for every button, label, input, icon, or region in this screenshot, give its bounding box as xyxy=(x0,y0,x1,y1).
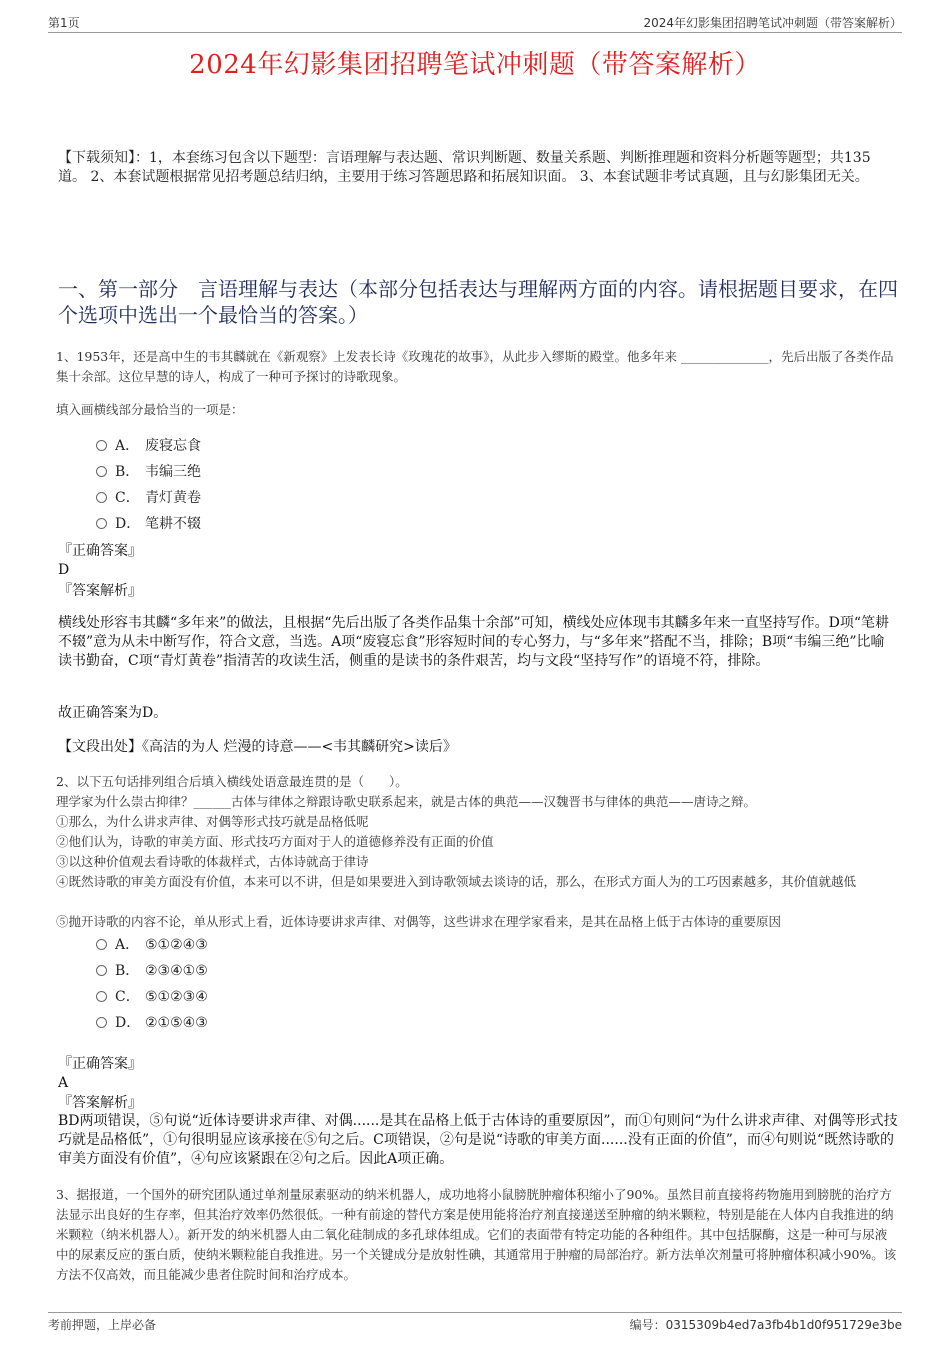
q1-answer-label: 『正确答案』 xyxy=(58,543,142,559)
q2-answer: A xyxy=(58,1075,69,1091)
radio-icon[interactable] xyxy=(96,518,107,529)
header-doc-title: 2024年幻影集团招聘笔试冲刺题（带答案解析） xyxy=(643,16,902,30)
q2-sentence-1: ①那么，为什么讲求声律、对偶等形式技巧就是品格低呢 xyxy=(56,814,369,829)
q1-source: 【文段出处】《高洁的为人 烂漫的诗意——<韦其麟研究>读后》 xyxy=(58,739,457,755)
radio-icon[interactable] xyxy=(96,466,107,477)
section-heading: 一、第一部分 言语理解与表达（本部分包括表达与理解两方面的内容。请根据题目要求，在四个选项中选出一个最恰当的答案。） xyxy=(58,277,898,327)
radio-icon[interactable] xyxy=(96,1017,107,1028)
footer-slogan: 考前押题，上岸必备 xyxy=(48,1318,157,1332)
q1-option-d[interactable]: D． 笔耕不辍 xyxy=(96,514,201,534)
q2-analysis-label: 『答案解析』 xyxy=(58,1095,142,1111)
q2-option-a[interactable]: A． ⑤①②④③ xyxy=(96,935,208,955)
q2-sentence-2: ②他们认为，诗歌的审美方面、形式技巧方面对于人的道德修养没有正面的价值 xyxy=(56,834,494,849)
q1-option-c[interactable]: C． 青灯黄卷 xyxy=(96,488,201,508)
footer-doc-id: 编号：0315309b4ed7a3fb4b1d0f951729e3be xyxy=(629,1318,902,1332)
q2-stem: 2、以下五句话排列组合后填入横线处语意最连贯的是（ ）。 xyxy=(56,774,408,789)
q1-analysis-label: 『答案解析』 xyxy=(58,583,142,599)
download-notice: 【下载须知】：1，本套练习包含以下题型：言语理解与表达题、常识判断题、数量关系题、判断推理题和资料分析题等题型；共135道。 2、本套试题根据常见招考题总结归纳，主要用于练习答题思路和拓展知识面。 3、本套试题非考试真题，且与幻影集团无关。 xyxy=(58,150,871,185)
q2-sentence-4: ④既然诗歌的审美方面没有价值，本来可以不讲，但是如果要进入到诗歌领域去谈诗的话，那么，在形式方面人为的工巧因素越多，其价值就越低 xyxy=(56,874,857,889)
q2-sentence-3: ③以这种价值观去看诗歌的体裁样式，古体诗就高于律诗 xyxy=(56,854,369,869)
q1-answer: D xyxy=(58,562,70,578)
q1-conclusion: 故正确答案为D。 xyxy=(58,705,168,721)
q2-answer-label: 『正确答案』 xyxy=(58,1056,142,1072)
q2-option-c[interactable]: C． ⑤①②③④ xyxy=(96,987,208,1007)
q2-option-b[interactable]: B． ②③④①⑤ xyxy=(96,961,208,981)
page-number: 第1页 xyxy=(48,16,80,30)
q1-option-a[interactable]: A． 废寝忘食 xyxy=(96,436,201,456)
page-footer xyxy=(48,1312,902,1331)
q1-option-b[interactable]: B． 韦编三绝 xyxy=(96,462,201,482)
q2-option-d[interactable]: D． ②①⑤④③ xyxy=(96,1013,208,1033)
radio-icon[interactable] xyxy=(96,492,107,503)
page-header xyxy=(48,14,902,33)
radio-icon[interactable] xyxy=(96,965,107,976)
q1-analysis: 横线处形容韦其麟“多年来”的做法，且根据“先后出版了各类作品集十余部”可知，横线处应体现韦其麟多年来一直坚持写作。D项“笔耕不辍”意为从未中断写作，符合文意，当选。A项“废寝忘食”形容短时间的专心努力，与“多年来”搭配不当，排除；B项“韦编三绝”比喻读书勤奋，C项“青灯黄卷”指清苦的攻读生活，侧重的是读书的条件艰苦，均与文段“坚持写作”的语境不符，排除。 xyxy=(58,615,890,669)
q2-sentence-5: ⑤抛开诗歌的内容不论，单从形式上看，近体诗要讲求声律、对偶等，这些讲求在理学家看来，是其在品格上低于古体诗的重要原因 xyxy=(56,914,782,929)
radio-icon[interactable] xyxy=(96,440,107,451)
q2-passage: 理学家为什么崇古抑律？______古体与律体之辩跟诗歌史联系起来，就是古体的典范——汉魏晋书与律体的典范——唐诗之辩。 xyxy=(56,794,757,809)
q1-prompt: 填入画横线部分最恰当的一项是： xyxy=(56,402,244,417)
document-title: 2024年幻影集团招聘笔试冲刺题（带答案解析） xyxy=(189,50,761,80)
q3-stem: 3、据报道，一个国外的研究团队通过单剂量尿素驱动的纳米机器人，成功地将小鼠膀胱肿瘤体积缩小了90%。虽然目前直接将药物施用到膀胱的治疗方法显示出良好的生存率，但其治疗效率仍然很低。一种有前途的替代方案是使用能将治疗剂直接递送至肿瘤的纳米颗粒，特别是能在人体内自我推进的纳米颗粒（纳米机器人）。新开发的纳米机器人由二氧化硅制成的多孔球体组成。它们的表面带有特定功能的各种组件。其中包括脲酶，这是一种可与尿液中的尿素反应的蛋白质，使纳米颗粒能自我推进。另一个关键成分是放射性碘，其通常用于肿瘤的局部治疗。新方法单次剂量可将肿瘤体积减小90%。该方法不仅高效，而且能减少患者住院时间和治疗成本。 xyxy=(56,1187,897,1282)
radio-icon[interactable] xyxy=(96,991,107,1002)
q2-analysis: BD两项错误，⑤句说“近体诗要讲求声律、对偶......是其在品格上低于古体诗的重要原因”，而①句则问“为什么讲求声律、对偶等形式技巧就是品格低”，①句很明显应该承接在⑤句之后。C项错误，②句是说“诗歌的审美方面......没有正面的价值”，而④句则说“既然诗歌的审美方面没有价值”，④句应该紧跟在②句之后。因此A项正确。 xyxy=(58,1113,898,1167)
radio-icon[interactable] xyxy=(96,939,107,950)
q1-stem: 1、1953年，还是高中生的韦其麟就在《新观察》上发表长诗《玫瑰花的故事》，从此步入缪斯的殿堂。他多年来 ______________，先后出版了各类作品集十余部。这位早慧的诗人，构成了一种可予探讨的诗歌现象。 xyxy=(56,349,894,384)
